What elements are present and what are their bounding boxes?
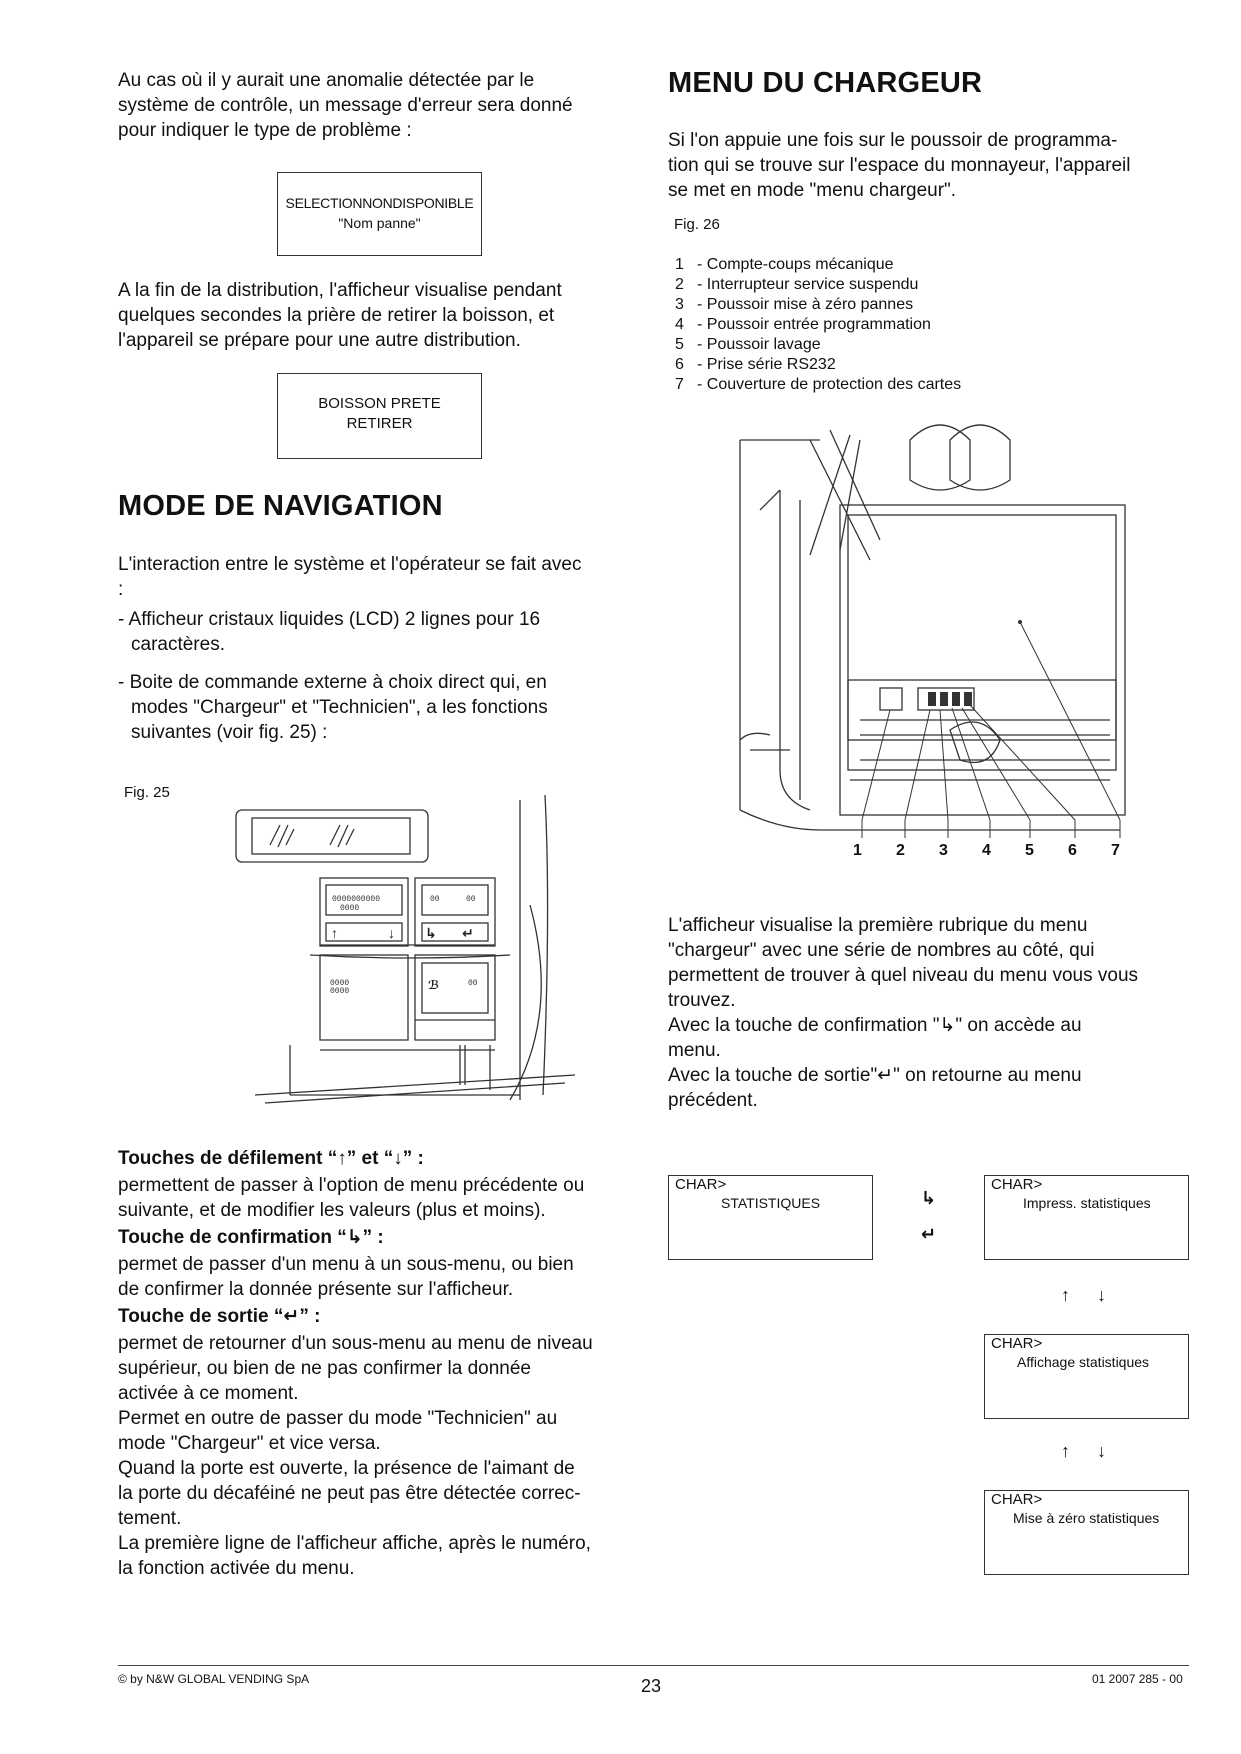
fig26-machine-drawing	[700, 420, 1140, 860]
text-line: système de contrôle, un message d'erreur sera donné	[118, 95, 573, 116]
up-arrow-icon: ↑	[1061, 1285, 1070, 1305]
exit-key-heading: Touche de sortie “↵” :	[118, 1306, 321, 1327]
box-prefix: CHAR>	[675, 1176, 727, 1193]
svg-text:↑: ↑	[331, 925, 338, 941]
text-line: quelques secondes la prière de retirer la boisson, et	[118, 305, 555, 326]
callout-6: 6	[1068, 842, 1077, 859]
lcd-error-display	[277, 172, 482, 256]
text-line: permet de retourner d'un sous-menu au menu de niveau	[118, 1333, 593, 1354]
text-line: suivante, et de modifier les valeurs (plus et moins).	[118, 1200, 546, 1221]
text-line: L'interaction entre le système et l'opérateur se fait avec	[118, 554, 582, 575]
distribution-paragraph	[118, 278, 562, 353]
list-item: 7 - Couverture de protection des cartes	[675, 376, 962, 393]
up-arrow-icon: ↑	[1061, 1441, 1070, 1461]
interaction-paragraph	[118, 552, 582, 602]
menu-intro-paragraph	[668, 128, 1130, 203]
callout-2: 2	[896, 842, 905, 859]
fig25-label: Fig. 25	[124, 784, 170, 801]
callout-4: 4	[982, 842, 991, 859]
text-line: La première ligne de l'afficheur affiche, après le numéro,	[118, 1533, 591, 1554]
bullet-lcd	[118, 607, 540, 657]
box-prefix: CHAR>	[991, 1335, 1043, 1352]
menu-box-affichage-statistiques	[984, 1334, 1189, 1419]
text-line: "chargeur" avec une série de nombres au côté, qui	[668, 940, 1095, 961]
text-line: se met en mode "menu chargeur".	[668, 180, 957, 201]
lcd-line-2: "Nom panne"	[338, 215, 421, 231]
text-line: :	[118, 579, 124, 600]
callout-3: 3	[939, 842, 948, 859]
text-line: précédent.	[668, 1090, 758, 1111]
lcd-line-2: RETIRER	[346, 415, 413, 432]
svg-text:↵: ↵	[462, 925, 474, 941]
text-line: la fonction activée du menu.	[118, 1558, 355, 1579]
text-line: caractères.	[131, 634, 225, 655]
footer-copyright: © by N&W GLOBAL VENDING SpA	[118, 1672, 310, 1686]
text-line: A la fin de la distribution, l'afficheur visualise pendant	[118, 280, 562, 301]
list-item: 2 - Interrupteur service suspendu	[675, 276, 919, 293]
text-line: - Boite de commande externe à choix direct qui, en	[118, 672, 547, 693]
lcd-line-1: BOISSON PRETE	[318, 395, 441, 412]
text-line: Si l'on appuie une fois sur le poussoir de programma-	[668, 130, 1118, 151]
down-arrow-icon: ↓	[1097, 1285, 1106, 1305]
text-line: Avec la touche de confirmation "↳" on accède au	[668, 1015, 1082, 1036]
text-line: L'afficheur visualise la première rubrique du menu	[668, 915, 1088, 936]
box-label: Impress. statistiques	[1023, 1195, 1151, 1211]
text-line: de confirmer la donnée présente sur l'afficheur.	[118, 1279, 514, 1300]
callout-1: 1	[853, 842, 862, 859]
list-item: 3 - Poussoir mise à zéro pannes	[675, 296, 914, 313]
svg-text:00: 00	[468, 979, 478, 988]
text-line: pour indiquer le type de problème :	[118, 120, 412, 141]
text-line: trouvez.	[668, 990, 736, 1011]
svg-text:↳: ↳	[425, 925, 437, 941]
box-label: Affichage statistiques	[1017, 1354, 1150, 1370]
text-line: suivantes (voir fig. 25) :	[131, 722, 328, 743]
text-line: la porte du décaféiné ne peut pas être détectée correc-	[118, 1483, 581, 1504]
menu-box-statistiques	[668, 1175, 873, 1260]
menu-box-impress-statistiques	[984, 1175, 1189, 1260]
callout-5: 5	[1025, 842, 1034, 859]
box-prefix: CHAR>	[991, 1176, 1043, 1193]
text-line: mode "Chargeur" et vice versa.	[118, 1433, 381, 1454]
fig26-callouts	[853, 842, 1153, 862]
text-line: activée à ce moment.	[118, 1383, 299, 1404]
heading-menu-chargeur: MENU DU CHARGEUR	[668, 67, 983, 99]
heading-navigation: MODE DE NAVIGATION	[118, 490, 443, 522]
footer-document-code: 01 2007 285 - 00	[1092, 1672, 1183, 1686]
box-label: Mise à zéro statistiques	[1013, 1510, 1160, 1526]
intro-paragraph	[118, 68, 573, 143]
box-label: STATISTIQUES	[721, 1195, 821, 1211]
svg-text:00: 00	[466, 895, 476, 904]
text-line: menu.	[668, 1040, 721, 1061]
footer-rule	[118, 1665, 1189, 1666]
list-item: 6 - Prise série RS232	[675, 356, 836, 373]
text-line: permettent de trouver à quel niveau du menu vous vous	[668, 965, 1139, 986]
callout-7: 7	[1111, 842, 1120, 859]
scroll-keys-heading: Touches de défilement “↑” et “↓” :	[118, 1148, 424, 1169]
text-line: Permet en outre de passer du mode "Technicien" au	[118, 1408, 558, 1429]
text-line: Au cas où il y aurait une anomalie détectée par le	[118, 70, 535, 91]
menu-box-mise-a-zero-statistiques	[984, 1490, 1189, 1575]
svg-text:0000: 0000	[330, 979, 350, 988]
text-line: permet de passer d'un menu à un sous-menu, ou bien	[118, 1254, 574, 1275]
enter-arrow-icon: ↳	[921, 1188, 937, 1208]
scroll-keys-section	[118, 1146, 593, 1581]
svg-text:ℬ: ℬ	[428, 978, 440, 992]
text-line: l'appareil se prépare pour une autre distribution.	[118, 330, 521, 351]
text-line: tement.	[118, 1508, 182, 1529]
page-number: 23	[641, 1676, 662, 1696]
confirm-key-heading: Touche de confirmation “↳” :	[118, 1227, 384, 1248]
text-line: tion qui se trouve sur l'espace du monnayeur, l'appareil	[668, 155, 1131, 176]
text-line: supérieur, ou bien de ne pas confirmer la donnée	[118, 1358, 531, 1379]
svg-text:0000: 0000	[340, 904, 360, 913]
down-arrow-icon: ↓	[1097, 1441, 1106, 1461]
text-line: - Afficheur cristaux liquides (LCD) 2 lignes pour 16	[118, 609, 541, 630]
svg-text:0000000000: 0000000000	[332, 895, 381, 904]
box-prefix: CHAR>	[991, 1491, 1043, 1508]
menu-display-paragraph	[668, 913, 1138, 1113]
list-item: 5 - Poussoir lavage	[675, 336, 821, 353]
text-line: modes "Chargeur" et "Technicien", a les fonctions	[131, 697, 548, 718]
lcd-line-1: SELECTIONNONDISPONIBLE	[285, 195, 474, 211]
bullet-command-box	[118, 670, 548, 745]
text-line: Avec la touche de sortie"↵" on retourne au menu	[668, 1065, 1082, 1086]
svg-text:00: 00	[430, 895, 440, 904]
fig26-legend-list	[675, 255, 961, 395]
svg-text:0000: 0000	[330, 987, 350, 996]
exit-arrow-icon: ↵	[921, 1224, 937, 1244]
list-item: 1 - Compte-coups mécanique	[675, 256, 894, 273]
fig26-label: Fig. 26	[674, 216, 720, 233]
fig25-control-box-drawing	[230, 795, 600, 1115]
list-item: 4 - Poussoir entrée programmation	[675, 316, 931, 333]
svg-text:↓: ↓	[388, 925, 395, 941]
text-line: permettent de passer à l'option de menu précédente ou	[118, 1175, 585, 1196]
text-line: Quand la porte est ouverte, la présence de l'aimant de	[118, 1458, 575, 1479]
lcd-ready-display	[277, 373, 482, 459]
